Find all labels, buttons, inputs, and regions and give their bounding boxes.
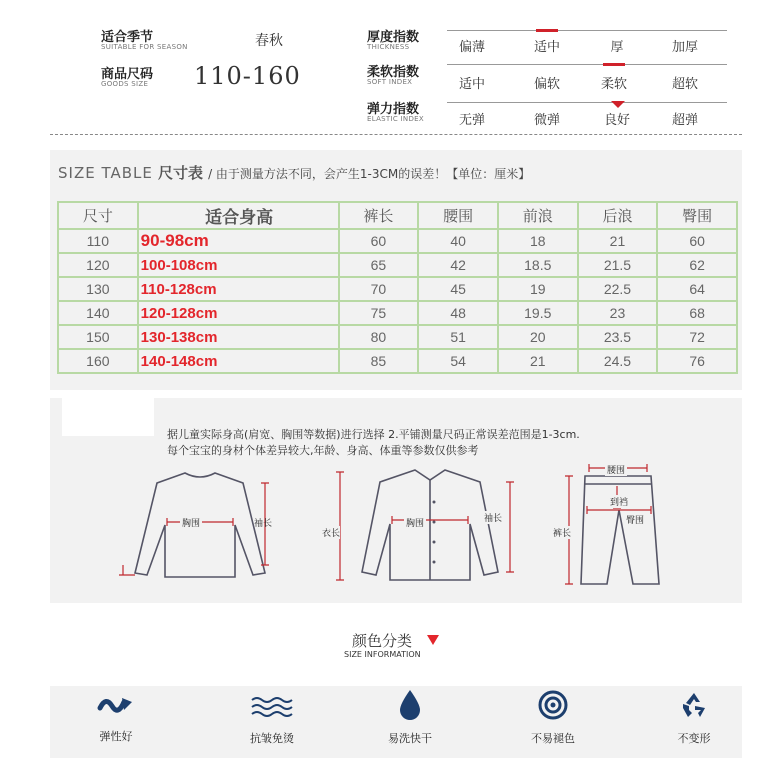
thickness-option: 厚 [610, 40, 624, 55]
feature-label: 不易褪色 [531, 732, 575, 745]
tshirt-chest-label: 胸围 [180, 516, 202, 529]
table-cell: 64 [657, 277, 737, 301]
wrinkle-free-icon [250, 694, 294, 720]
column-header: 前浪 [498, 202, 578, 229]
table-cell: 110 [58, 229, 138, 253]
table-cell-height: 110-128cm [138, 277, 339, 301]
recycle-icon [678, 690, 710, 720]
table-cell: 80 [339, 325, 419, 349]
table-cell: 21 [578, 229, 658, 253]
table-row [58, 301, 737, 325]
pants-length-label: 裤长 [553, 526, 571, 539]
table-cell: 18.5 [498, 253, 578, 277]
table-cell: 160 [58, 349, 138, 373]
color-section-subtitle: SIZE INFORMATION [344, 650, 421, 659]
soft-label: 柔软指数 [367, 65, 420, 80]
column-header-height: 适合身高 [138, 202, 339, 229]
feature-label: 易洗快干 [388, 732, 432, 745]
down-triangle-icon [427, 635, 439, 645]
measure-guide-line1: 据儿童实际身高(肩宽、胸围等数据)进行选择 2.平铺测量尺码正常误差范围是1-3cm. [167, 428, 580, 441]
jacket-chest-label: 胸围 [404, 516, 426, 529]
feature-quick-dry [360, 688, 460, 746]
table-cell: 19.5 [498, 301, 578, 325]
soft-option: 超软 [671, 77, 698, 92]
table-row [58, 277, 737, 301]
table-cell: 21.5 [578, 253, 658, 277]
table-cell: 40 [418, 229, 498, 253]
feature-label: 弹性好 [99, 730, 133, 743]
measure-guide-line2: 每个宝宝的身材个体差异较大,年龄、身高、体重等参数仅供参考 [167, 444, 479, 457]
feature-colorfast [503, 690, 603, 746]
feature-label: 抗皱免烫 [250, 732, 294, 745]
jacket-length-label: 衣长 [322, 526, 340, 539]
season-label: 适合季节 [101, 30, 154, 45]
sleeve-dimension [506, 482, 514, 572]
table-cell-height: 140-148cm [138, 349, 339, 373]
table-row [58, 325, 737, 349]
elastic-option-selected: 良好 [603, 113, 630, 128]
hem-dimension [119, 565, 135, 575]
jacket-diagram [330, 462, 530, 587]
thickness-label-en: THICKNESS [367, 43, 410, 51]
button-icon [433, 561, 436, 564]
table-cell: 18 [498, 229, 578, 253]
table-cell-height: 130-138cm [138, 325, 339, 349]
jacket-sleeve-label: 袖长 [484, 511, 502, 524]
blank-patch [62, 396, 154, 436]
size-table-heading [58, 162, 530, 183]
table-cell: 22.5 [578, 277, 658, 301]
thickness-option: 加厚 [671, 40, 698, 55]
table-cell: 68 [657, 301, 737, 325]
table-cell: 51 [418, 325, 498, 349]
elastic-label-en: ELASTIC INDEX [367, 115, 424, 123]
stretch-icon [96, 692, 136, 718]
goods-size-value: 110-160 [194, 62, 301, 90]
column-header: 后浪 [578, 202, 658, 229]
button-icon [433, 521, 436, 524]
table-row [58, 349, 737, 373]
table-cell: 130 [58, 277, 138, 301]
feature-wrinkle-free [222, 694, 322, 746]
elastic-marker [611, 101, 625, 108]
table-cell-height: 90-98cm [138, 229, 339, 253]
size-table-title-en: SIZE TABLE [58, 164, 153, 182]
soft-option-selected: 柔软 [600, 77, 627, 92]
goods-size-label-en: GOODS SIZE [101, 80, 149, 88]
table-cell: 65 [339, 253, 419, 277]
soft-marker-bar [603, 63, 625, 66]
feature-no-deform [644, 690, 744, 746]
divider [447, 64, 727, 65]
section-divider [50, 134, 742, 135]
column-header: 腰围 [418, 202, 498, 229]
table-cell: 23 [578, 301, 658, 325]
divider [447, 102, 727, 103]
thickness-option-selected: 适中 [533, 40, 560, 55]
table-cell: 60 [657, 229, 737, 253]
button-icon [433, 541, 436, 544]
table-cell: 54 [418, 349, 498, 373]
table-cell: 23.5 [578, 325, 658, 349]
pants-crotch-label: 到裆 [610, 495, 628, 508]
size-table-title-cn: 尺寸表 [157, 164, 203, 182]
table-cell: 76 [657, 349, 737, 373]
table-cell: 85 [339, 349, 419, 373]
table-row [58, 253, 737, 277]
table-cell: 48 [418, 301, 498, 325]
table-cell: 60 [339, 229, 419, 253]
table-row [58, 229, 737, 253]
table-cell: 75 [339, 301, 419, 325]
table-cell: 70 [339, 277, 419, 301]
table-cell: 21 [498, 349, 578, 373]
soft-option: 适中 [458, 77, 485, 92]
feature-stretch [66, 692, 166, 744]
table-cell: 120 [58, 253, 138, 277]
elastic-option: 超弹 [671, 113, 698, 128]
table-cell: 24.5 [578, 349, 658, 373]
table-cell: 72 [657, 325, 737, 349]
table-cell: 140 [58, 301, 138, 325]
pants-outline [581, 476, 659, 584]
thickness-marker-bar [536, 29, 558, 32]
table-cell: 42 [418, 253, 498, 277]
elastic-option: 无弹 [458, 113, 485, 128]
table-cell: 62 [657, 253, 737, 277]
table-header-row [58, 202, 737, 229]
thickness-label: 厚度指数 [367, 30, 420, 45]
table-cell: 150 [58, 325, 138, 349]
season-value: 春秋 [255, 33, 283, 49]
feature-label: 不变形 [677, 732, 711, 745]
size-table [57, 201, 738, 374]
water-drop-icon [398, 688, 422, 720]
season-label-en: SUITABLE FOR SEASON [101, 43, 188, 51]
elastic-label: 弹力指数 [367, 102, 420, 117]
button-icon [433, 501, 436, 504]
pants-hip-label: 臀围 [626, 513, 644, 526]
column-header: 臀围 [657, 202, 737, 229]
column-header: 裤长 [339, 202, 419, 229]
pants-diagram [555, 460, 675, 590]
pants-waist-label: 腰围 [605, 463, 627, 476]
soft-label-en: SOFT INDEX [367, 78, 413, 86]
tshirt-sleeve-label: 袖长 [254, 519, 273, 529]
column-header: 尺寸 [58, 202, 138, 229]
color-section-title: 颜色分类 [352, 632, 413, 650]
table-cell-height: 120-128cm [138, 301, 339, 325]
table-cell: 20 [498, 325, 578, 349]
elastic-option: 微弹 [533, 113, 560, 128]
table-cell: 19 [498, 277, 578, 301]
goods-size-label: 商品尺码 [101, 67, 154, 82]
size-table-note: / 由于测量方法不同，会产生1-3CM的误差！【单位：厘米】 [208, 167, 531, 181]
table-cell-height: 100-108cm [138, 253, 339, 277]
thickness-option: 偏薄 [458, 40, 485, 55]
table-cell: 45 [418, 277, 498, 301]
soft-option: 偏软 [533, 77, 560, 92]
target-icon [537, 690, 569, 720]
divider [447, 30, 727, 31]
